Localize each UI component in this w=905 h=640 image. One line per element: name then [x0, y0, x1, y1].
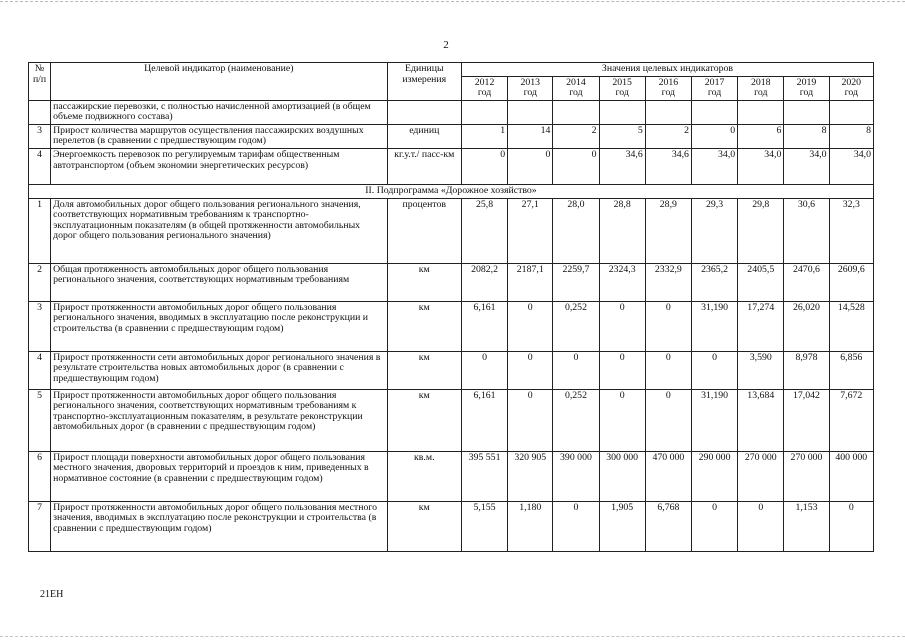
unit-cell: км [387, 263, 461, 301]
value-cell: 17,274 [738, 301, 784, 351]
value-cell: 0 [461, 351, 507, 389]
value-cell: 0 [508, 149, 553, 185]
value-cell: 270 000 [738, 451, 784, 501]
header-unit: Единицы измерения [387, 63, 461, 101]
value-cell: 0 [691, 351, 737, 389]
row-number: 2 [29, 263, 51, 301]
header-year: 2017 год [691, 76, 737, 100]
value-cell: 0 [645, 351, 691, 389]
value-cell: 1,180 [508, 501, 553, 551]
table-body [29, 100, 874, 551]
value-cell: 2324,3 [599, 263, 645, 301]
value-cell: 2609,6 [829, 263, 873, 301]
value-cell: 14,528 [829, 301, 873, 351]
value-cell: 0 [738, 501, 784, 551]
indicator-name: Прирост протяженности автомобильных дорог общего пользования регионального значения, вводимых в эксплуатацию после реконструкции и строительства (в сравнении с предшествующим годом) [51, 301, 388, 351]
header-year: 2019 год [784, 76, 829, 100]
value-cell [829, 100, 873, 124]
indicator-name: Прирост протяженности сети автомобильных дорог регионального значения в результате строительства новых автомобильных дорог (в сравнении с предшествующим годом) [51, 351, 388, 389]
value-cell: 2 [553, 124, 599, 148]
value-cell: 3,590 [738, 351, 784, 389]
value-cell: 31,190 [691, 301, 737, 351]
header-year: 2013 год [508, 76, 553, 100]
value-cell: 0 [553, 351, 599, 389]
value-cell: 390 000 [553, 451, 599, 501]
row-number: 7 [29, 501, 51, 551]
value-cell: 6,768 [645, 501, 691, 551]
value-cell: 400 000 [829, 451, 873, 501]
value-cell: 6,161 [461, 389, 507, 451]
value-cell: 395 551 [461, 451, 507, 501]
value-cell: 2332,9 [645, 263, 691, 301]
page-edge-top [0, 1, 905, 2]
value-cell: 0 [691, 124, 737, 148]
row-number: 5 [29, 389, 51, 451]
indicator-name: пассажирские перевозки, с полностью начисленной амортизацией (в общем объеме подвижного состава) [51, 100, 388, 124]
value-cell: 2082,2 [461, 263, 507, 301]
row-number: 3 [29, 124, 51, 148]
value-cell: 0 [508, 389, 553, 451]
unit-cell [387, 100, 461, 124]
value-cell: 1 [461, 124, 507, 148]
header-year: 2015 год [599, 76, 645, 100]
value-cell: 8 [829, 124, 873, 148]
table-row [29, 389, 874, 451]
header-year: 2020 год [829, 76, 873, 100]
section-header-row [29, 185, 874, 199]
value-cell: 0 [599, 389, 645, 451]
value-cell: 34,0 [829, 149, 873, 185]
table-row [29, 351, 874, 389]
header-target-values: Значения целевых индикаторов [461, 63, 873, 77]
indicators-table [28, 62, 874, 552]
value-cell: 2187,1 [508, 263, 553, 301]
table-row [29, 198, 874, 263]
unit-cell: км [387, 389, 461, 451]
row-number: 4 [29, 149, 51, 185]
value-cell: 0 [553, 149, 599, 185]
value-cell: 34,6 [599, 149, 645, 185]
value-cell: 1,153 [784, 501, 829, 551]
page-edge-bottom [0, 636, 905, 637]
value-cell: 2 [645, 124, 691, 148]
value-cell: 31,190 [691, 389, 737, 451]
value-cell: 32,3 [829, 198, 873, 263]
row-number: 6 [29, 451, 51, 501]
value-cell: 29,8 [738, 198, 784, 263]
value-cell: 0 [645, 389, 691, 451]
table-header-row [29, 63, 874, 77]
value-cell: 13,684 [738, 389, 784, 451]
value-cell: 290 000 [691, 451, 737, 501]
value-cell: 0 [508, 351, 553, 389]
value-cell: 28,8 [599, 198, 645, 263]
header-year: 2018 год [738, 76, 784, 100]
value-cell [691, 100, 737, 124]
value-cell: 6,856 [829, 351, 873, 389]
header-year: 2014 год [553, 76, 599, 100]
value-cell: 300 000 [599, 451, 645, 501]
unit-cell: кг.у.т./ пасс-км [387, 149, 461, 185]
value-cell: 0 [645, 301, 691, 351]
value-cell: 34,0 [738, 149, 784, 185]
unit-cell: единиц [387, 124, 461, 148]
unit-cell: км [387, 501, 461, 551]
indicator-name: Энергоемкость перевозок по регулируемым тарифам общественным автотранспортом (объем экономии энергетических ресурсов) [51, 149, 388, 185]
value-cell: 0 [599, 301, 645, 351]
unit-cell: км [387, 351, 461, 389]
unit-cell: процентов [387, 198, 461, 263]
value-cell: 0 [461, 149, 507, 185]
value-cell: 0 [691, 501, 737, 551]
value-cell: 34,0 [691, 149, 737, 185]
indicator-name: Прирост количества маршрутов осуществления пассажирских воздушных перелетов (в сравнении с предшествующим годом) [51, 124, 388, 148]
page-number: 2 [443, 39, 449, 51]
value-cell: 8 [784, 124, 829, 148]
value-cell: 0 [553, 501, 599, 551]
value-cell [738, 100, 784, 124]
table-row [29, 149, 874, 185]
value-cell: 17,042 [784, 389, 829, 451]
value-cell: 26,020 [784, 301, 829, 351]
table-row [29, 451, 874, 501]
row-number: 3 [29, 301, 51, 351]
header-year: 2012 год [461, 76, 507, 100]
value-cell: 27,1 [508, 198, 553, 263]
value-cell: 6,161 [461, 301, 507, 351]
value-cell: 0 [508, 301, 553, 351]
table-row [29, 263, 874, 301]
table-row [29, 501, 874, 551]
value-cell: 470 000 [645, 451, 691, 501]
row-number [29, 100, 51, 124]
value-cell: 29,3 [691, 198, 737, 263]
value-cell: 2365,2 [691, 263, 737, 301]
value-cell: 2470,6 [784, 263, 829, 301]
value-cell: 2405,5 [738, 263, 784, 301]
row-number: 1 [29, 198, 51, 263]
table-row [29, 124, 874, 148]
table-row [29, 100, 874, 124]
value-cell: 7,672 [829, 389, 873, 451]
row-number: 4 [29, 351, 51, 389]
value-cell [553, 100, 599, 124]
header-year: 2016 год [645, 76, 691, 100]
value-cell [461, 100, 507, 124]
section-title: II. Подпрограмма «Дорожное хозяйство» [29, 185, 874, 199]
value-cell: 320 905 [508, 451, 553, 501]
indicator-name: Общая протяженность автомобильных дорог общего пользования регионального значения, соответствующих нормативным требованиям [51, 263, 388, 301]
header-indicator-name: Целевой индикатор (наименование) [51, 63, 388, 101]
value-cell: 1,905 [599, 501, 645, 551]
value-cell [599, 100, 645, 124]
value-cell [645, 100, 691, 124]
value-cell: 270 000 [784, 451, 829, 501]
unit-cell: км [387, 301, 461, 351]
value-cell: 6 [738, 124, 784, 148]
value-cell: 2259,7 [553, 263, 599, 301]
value-cell: 5,155 [461, 501, 507, 551]
value-cell: 8,978 [784, 351, 829, 389]
indicator-name: Прирост протяженности автомобильных дорог общего пользования регионального значения, соответствующих нормативным требованиям к транспортно-эксплуатационным показателям, в результате реконструкции автомобильных дорог (в сравнении с предшествующим годом) [51, 389, 388, 451]
value-cell: 0,252 [553, 301, 599, 351]
value-cell: 28,0 [553, 198, 599, 263]
value-cell: 5 [599, 124, 645, 148]
value-cell: 0 [599, 351, 645, 389]
value-cell: 0,252 [553, 389, 599, 451]
table-row [29, 301, 874, 351]
footer-code: 21EH [40, 589, 64, 600]
value-cell: 34,6 [645, 149, 691, 185]
header-number: № п/п [29, 63, 51, 101]
value-cell [784, 100, 829, 124]
value-cell: 14 [508, 124, 553, 148]
indicator-name: Прирост площади поверхности автомобильных дорог общего пользования местного значения, дворовых территорий и проездов к ним, приведенных в нормативное состояние (в сравнении с предшествующим годом) [51, 451, 388, 501]
indicator-name: Прирост протяженности автомобильных дорог общего пользования местного значения, вводимых в эксплуатацию после реконструкции и строительства (в сравнении с предшествующим годом) [51, 501, 388, 551]
value-cell: 25,8 [461, 198, 507, 263]
indicator-name: Доля автомобильных дорог общего пользования регионального значения, соответствующих нормативным требованиям к транспортно-эксплуатационным показателям (в общей протяженности автомобильных дорог общего пользования регионального значения) [51, 198, 388, 263]
value-cell: 0 [829, 501, 873, 551]
value-cell: 28,9 [645, 198, 691, 263]
value-cell: 34,0 [784, 149, 829, 185]
value-cell: 30,6 [784, 198, 829, 263]
unit-cell: кв.м. [387, 451, 461, 501]
value-cell [508, 100, 553, 124]
